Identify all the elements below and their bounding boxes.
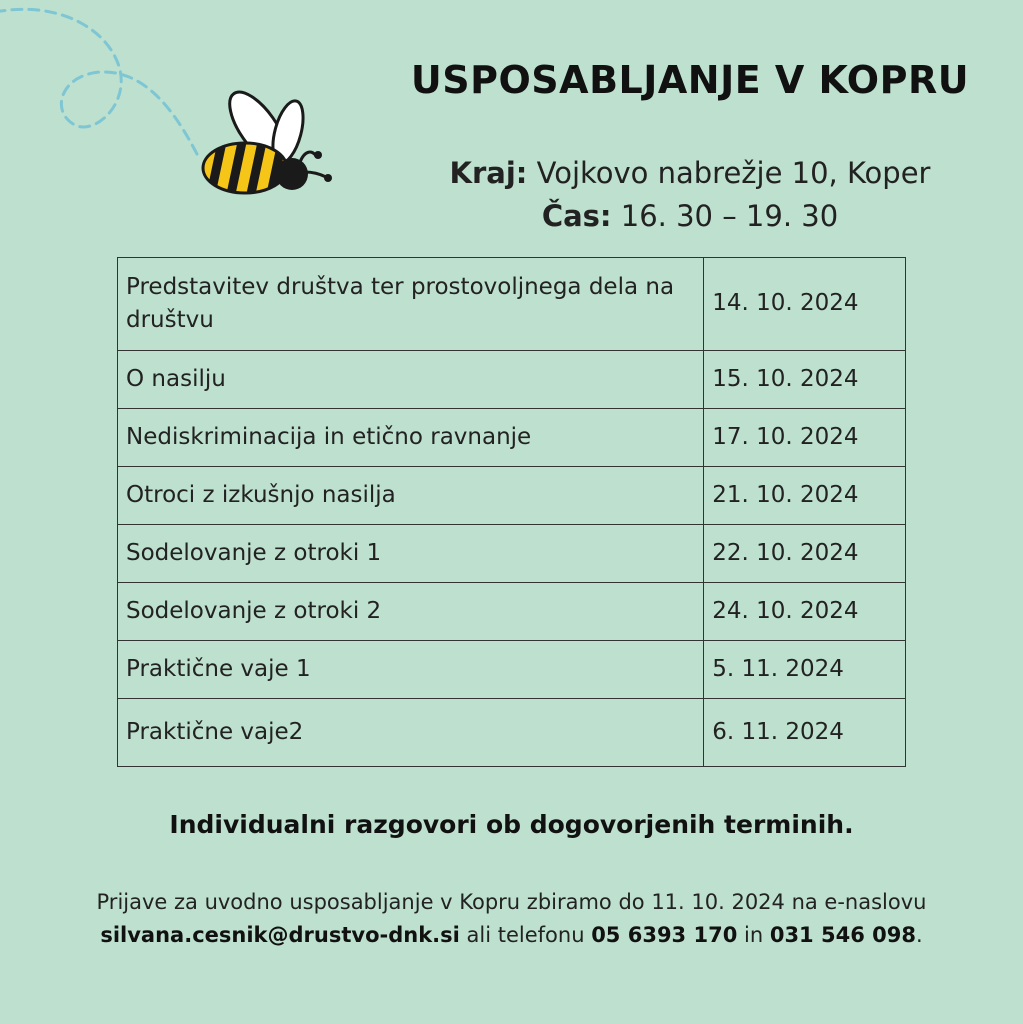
mobile-number[interactable]: 031 546 098: [769, 922, 916, 947]
session-date: 5. 11. 2024: [704, 641, 906, 699]
time-line: [380, 199, 1000, 233]
session-date: 22. 10. 2024: [704, 525, 906, 583]
page-title: USPOSABLJANJE V KOPRU: [410, 58, 970, 102]
location-label: Kraj:: [449, 156, 528, 190]
individual-talks-note: Individualni razgovori ob dogovorjenih terminih.: [169, 810, 854, 839]
session-topic: Nediskriminacija in etično ravnanje: [118, 409, 704, 467]
table-row: [118, 699, 906, 767]
session-topic: Predstavitev društva ter prostovoljnega dela na društvu: [118, 258, 704, 351]
session-date: 6. 11. 2024: [704, 699, 906, 767]
session-topic: O nasilju: [118, 351, 704, 409]
session-topic: Sodelovanje z otroki 1: [118, 525, 704, 583]
registration-text: Prijave za uvodno usposabljanje v Kopru zbiramo do 11. 10. 2024 na e-naslovu: [96, 890, 927, 914]
session-date: 17. 10. 2024: [704, 409, 906, 467]
session-topic: Sodelovanje z otroki 2: [118, 583, 704, 641]
table-row: [118, 641, 906, 699]
session-date: 24. 10. 2024: [704, 583, 906, 641]
table-row: [118, 258, 906, 351]
session-date: 15. 10. 2024: [704, 351, 906, 409]
registration-info: [20, 886, 1003, 951]
table-row: [118, 467, 906, 525]
table-row: [118, 525, 906, 583]
session-date: 21. 10. 2024: [704, 467, 906, 525]
table-row: [118, 409, 906, 467]
bee-icon: [203, 83, 332, 205]
schedule-table: [117, 257, 906, 767]
session-date: 14. 10. 2024: [704, 258, 906, 351]
session-topic: Praktične vaje2: [118, 699, 704, 767]
session-topic: Praktične vaje 1: [118, 641, 704, 699]
contact-end: .: [915, 922, 923, 947]
table-row: [118, 583, 906, 641]
location-line: [380, 156, 1000, 190]
location-value: Vojkovo nabrežje 10, Koper: [536, 156, 931, 190]
time-label: Čas:: [541, 199, 612, 233]
bee-decoration: [0, 0, 360, 220]
phone-number[interactable]: 05 6393 170: [591, 922, 738, 947]
table-row: [118, 351, 906, 409]
time-value: 16. 30 – 19. 30: [620, 199, 839, 233]
contact-connector: in: [737, 922, 770, 947]
contact-connector: ali telefonu: [459, 922, 592, 947]
contact-line: [20, 919, 1003, 952]
flight-path-icon: [0, 9, 200, 160]
session-topic: Otroci z izkušnjo nasilja: [118, 467, 704, 525]
email-link[interactable]: silvana.cesnik@drustvo-dnk.si: [100, 922, 460, 947]
